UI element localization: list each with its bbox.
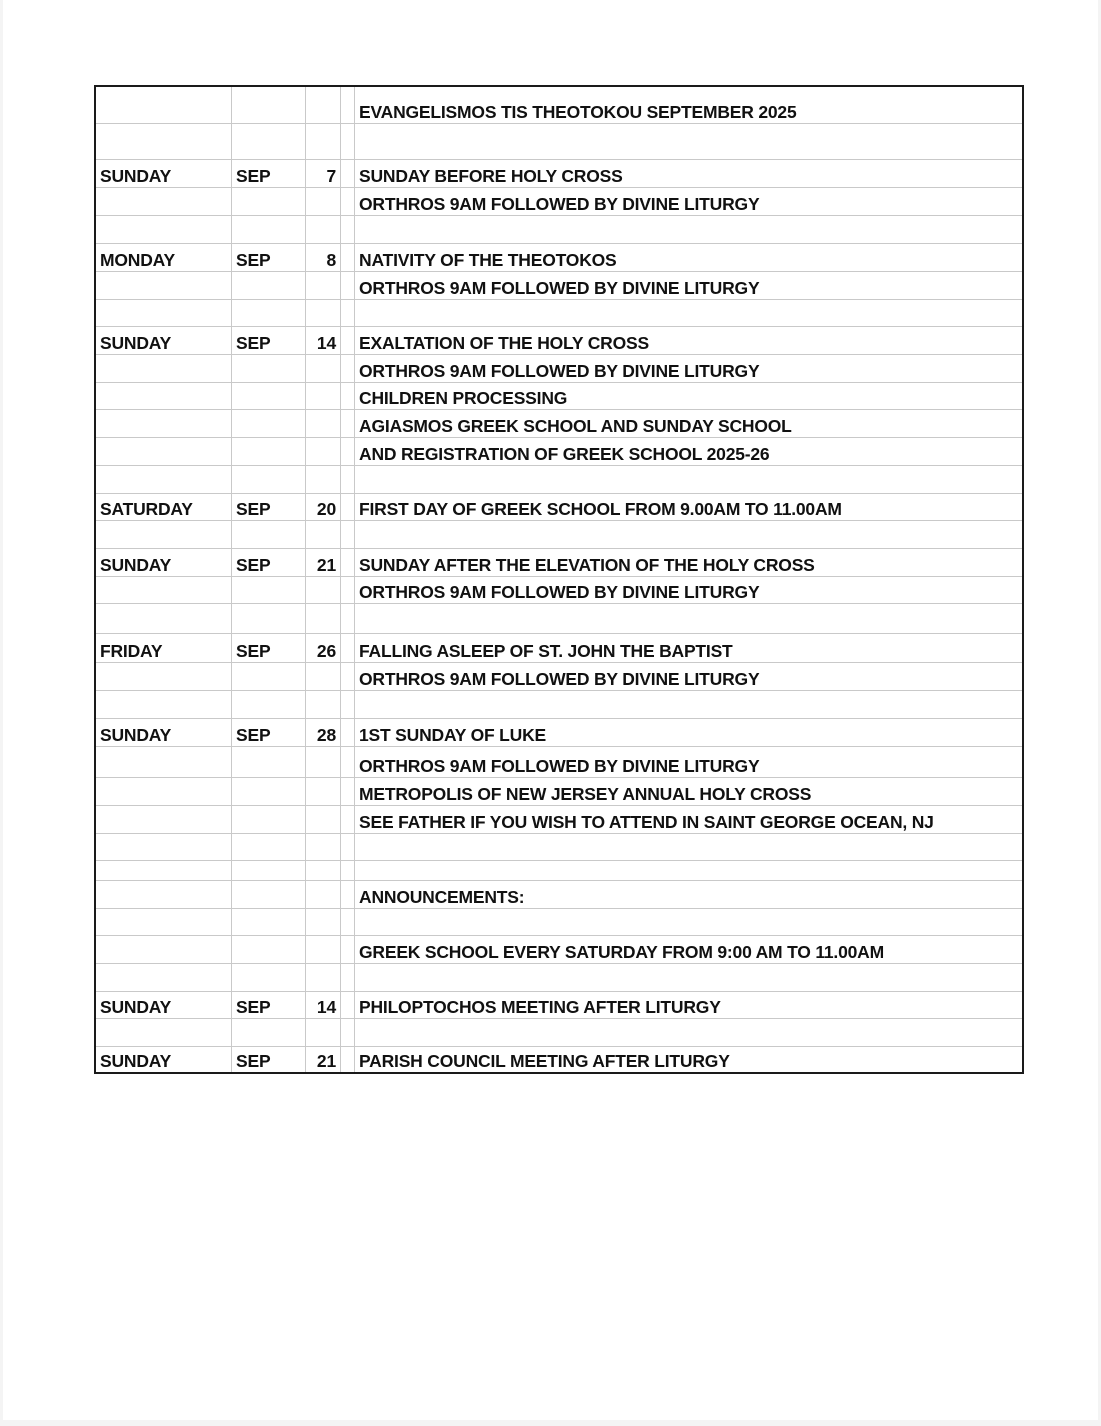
cell-event: ORTHROS 9AM FOLLOWED BY DIVINE LITURGY bbox=[355, 662, 1024, 690]
cell-date bbox=[306, 963, 341, 991]
cell-month: SEP bbox=[232, 159, 306, 187]
cell-spacer bbox=[341, 880, 355, 908]
blank-row bbox=[95, 908, 1023, 935]
cell-month bbox=[232, 603, 306, 633]
cell-event bbox=[355, 963, 1024, 991]
cell-date: 21 bbox=[306, 548, 341, 576]
cell-day bbox=[95, 662, 232, 690]
cell-spacer bbox=[341, 437, 355, 465]
cell-day bbox=[95, 86, 232, 123]
cell-event bbox=[355, 520, 1024, 548]
schedule-row bbox=[95, 382, 1023, 409]
cell-event: PARISH COUNCIL MEETING AFTER LITURGY bbox=[355, 1046, 1024, 1073]
cell-spacer bbox=[341, 746, 355, 777]
cell-date bbox=[306, 603, 341, 633]
cell-month bbox=[232, 465, 306, 493]
cell-month bbox=[232, 690, 306, 718]
cell-date: 28 bbox=[306, 718, 341, 746]
cell-day: MONDAY bbox=[95, 243, 232, 271]
cell-spacer bbox=[341, 633, 355, 662]
cell-day bbox=[95, 690, 232, 718]
cell-event: ORTHROS 9AM FOLLOWED BY DIVINE LITURGY bbox=[355, 576, 1024, 603]
schedule-row bbox=[95, 805, 1023, 833]
cell-date bbox=[306, 382, 341, 409]
cell-event bbox=[355, 603, 1024, 633]
page-title: EVANGELISMOS TIS THEOTOKOU SEPTEMBER 2025 bbox=[355, 86, 1024, 123]
cell-date bbox=[306, 908, 341, 935]
cell-spacer bbox=[341, 690, 355, 718]
cell-spacer bbox=[341, 833, 355, 860]
cell-date: 8 bbox=[306, 243, 341, 271]
cell-day bbox=[95, 299, 232, 326]
cell-event: NATIVITY OF THE THEOTOKOS bbox=[355, 243, 1024, 271]
cell-month bbox=[232, 437, 306, 465]
schedule-row bbox=[95, 777, 1023, 805]
cell-event: FALLING ASLEEP OF ST. JOHN THE BAPTIST bbox=[355, 633, 1024, 662]
cell-date bbox=[306, 746, 341, 777]
schedule-table bbox=[94, 85, 1024, 1074]
cell-event: SUNDAY AFTER THE ELEVATION OF THE HOLY CROSS bbox=[355, 548, 1024, 576]
cell-spacer bbox=[341, 159, 355, 187]
schedule-row bbox=[95, 493, 1023, 520]
cell-day bbox=[95, 354, 232, 382]
blank-row bbox=[95, 1018, 1023, 1046]
cell-date bbox=[306, 86, 341, 123]
cell-date bbox=[306, 299, 341, 326]
cell-event: CHILDREN PROCESSING bbox=[355, 382, 1024, 409]
cell-day: SUNDAY bbox=[95, 718, 232, 746]
cell-month bbox=[232, 805, 306, 833]
cell-event: EXALTATION OF THE HOLY CROSS bbox=[355, 326, 1024, 354]
schedule-row bbox=[95, 662, 1023, 690]
cell-date bbox=[306, 662, 341, 690]
cell-month bbox=[232, 299, 306, 326]
cell-day bbox=[95, 520, 232, 548]
cell-date bbox=[306, 1018, 341, 1046]
cell-event: SEE FATHER IF YOU WISH TO ATTEND IN SAINT GEORGE OCEAN, NJ bbox=[355, 805, 1024, 833]
cell-event bbox=[355, 123, 1024, 159]
cell-day bbox=[95, 271, 232, 299]
cell-day bbox=[95, 746, 232, 777]
cell-month bbox=[232, 746, 306, 777]
schedule-row bbox=[95, 991, 1023, 1018]
cell-spacer bbox=[341, 86, 355, 123]
cell-spacer bbox=[341, 123, 355, 159]
cell-date bbox=[306, 576, 341, 603]
cell-spacer bbox=[341, 299, 355, 326]
cell-spacer bbox=[341, 1046, 355, 1073]
cell-spacer bbox=[341, 271, 355, 299]
cell-event bbox=[355, 833, 1024, 860]
blank-row bbox=[95, 123, 1023, 159]
cell-month bbox=[232, 833, 306, 860]
schedule-row bbox=[95, 326, 1023, 354]
cell-day: SATURDAY bbox=[95, 493, 232, 520]
cell-month: SEP bbox=[232, 493, 306, 520]
cell-day: SUNDAY bbox=[95, 159, 232, 187]
cell-date: 21 bbox=[306, 1046, 341, 1073]
cell-event: 1ST SUNDAY OF LUKE bbox=[355, 718, 1024, 746]
cell-month: SEP bbox=[232, 326, 306, 354]
blank-row bbox=[95, 465, 1023, 493]
cell-day: SUNDAY bbox=[95, 548, 232, 576]
cell-event: METROPOLIS OF NEW JERSEY ANNUAL HOLY CROSS bbox=[355, 777, 1024, 805]
cell-date bbox=[306, 880, 341, 908]
blank-row bbox=[95, 299, 1023, 326]
cell-month bbox=[232, 215, 306, 243]
cell-spacer bbox=[341, 520, 355, 548]
cell-event: ORTHROS 9AM FOLLOWED BY DIVINE LITURGY bbox=[355, 187, 1024, 215]
cell-event bbox=[355, 860, 1024, 880]
cell-event bbox=[355, 908, 1024, 935]
cell-spacer bbox=[341, 603, 355, 633]
blank-row bbox=[95, 520, 1023, 548]
cell-event: ORTHROS 9AM FOLLOWED BY DIVINE LITURGY bbox=[355, 354, 1024, 382]
cell-date bbox=[306, 123, 341, 159]
cell-date bbox=[306, 215, 341, 243]
cell-day: SUNDAY bbox=[95, 326, 232, 354]
cell-month bbox=[232, 935, 306, 963]
schedule-row bbox=[95, 159, 1023, 187]
blank-row bbox=[95, 963, 1023, 991]
cell-date: 20 bbox=[306, 493, 341, 520]
cell-spacer bbox=[341, 662, 355, 690]
cell-spacer bbox=[341, 409, 355, 437]
cell-date: 14 bbox=[306, 326, 341, 354]
cell-month bbox=[232, 86, 306, 123]
schedule-row bbox=[95, 409, 1023, 437]
cell-spacer bbox=[341, 215, 355, 243]
cell-month: SEP bbox=[232, 1046, 306, 1073]
cell-day bbox=[95, 576, 232, 603]
cell-month: SEP bbox=[232, 991, 306, 1018]
cell-spacer bbox=[341, 576, 355, 603]
cell-spacer bbox=[341, 991, 355, 1018]
cell-day bbox=[95, 908, 232, 935]
cell-day bbox=[95, 382, 232, 409]
cell-month bbox=[232, 1018, 306, 1046]
schedule-row bbox=[95, 548, 1023, 576]
cell-day bbox=[95, 833, 232, 860]
cell-month bbox=[232, 382, 306, 409]
schedule-row bbox=[95, 437, 1023, 465]
cell-date bbox=[306, 409, 341, 437]
cell-month: SEP bbox=[232, 633, 306, 662]
title-row bbox=[95, 86, 1023, 123]
cell-month bbox=[232, 576, 306, 603]
cell-event bbox=[355, 299, 1024, 326]
cell-date bbox=[306, 271, 341, 299]
cell-month bbox=[232, 662, 306, 690]
cell-event: FIRST DAY OF GREEK SCHOOL FROM 9.00AM TO 11.00AM bbox=[355, 493, 1024, 520]
cell-day bbox=[95, 880, 232, 908]
cell-spacer bbox=[341, 908, 355, 935]
cell-day bbox=[95, 860, 232, 880]
cell-spacer bbox=[341, 548, 355, 576]
cell-event: SUNDAY BEFORE HOLY CROSS bbox=[355, 159, 1024, 187]
cell-spacer bbox=[341, 860, 355, 880]
cell-month bbox=[232, 354, 306, 382]
announcements-heading: ANNOUNCEMENTS: bbox=[355, 880, 1024, 908]
cell-date bbox=[306, 520, 341, 548]
cell-event: PHILOPTOCHOS MEETING AFTER LITURGY bbox=[355, 991, 1024, 1018]
document-page bbox=[3, 0, 1098, 1420]
cell-date: 26 bbox=[306, 633, 341, 662]
cell-date bbox=[306, 187, 341, 215]
cell-month: SEP bbox=[232, 718, 306, 746]
cell-day bbox=[95, 437, 232, 465]
cell-spacer bbox=[341, 243, 355, 271]
cell-spacer bbox=[341, 326, 355, 354]
cell-spacer bbox=[341, 963, 355, 991]
cell-spacer bbox=[341, 805, 355, 833]
cell-day bbox=[95, 935, 232, 963]
cell-date bbox=[306, 437, 341, 465]
cell-month bbox=[232, 880, 306, 908]
schedule-row bbox=[95, 633, 1023, 662]
cell-month bbox=[232, 123, 306, 159]
schedule-row bbox=[95, 243, 1023, 271]
cell-day bbox=[95, 187, 232, 215]
cell-spacer bbox=[341, 382, 355, 409]
cell-day: FRIDAY bbox=[95, 633, 232, 662]
cell-day: SUNDAY bbox=[95, 1046, 232, 1073]
cell-day bbox=[95, 1018, 232, 1046]
cell-date bbox=[306, 354, 341, 382]
cell-month bbox=[232, 777, 306, 805]
cell-day bbox=[95, 123, 232, 159]
cell-event bbox=[355, 215, 1024, 243]
cell-month: SEP bbox=[232, 243, 306, 271]
cell-month bbox=[232, 520, 306, 548]
cell-month bbox=[232, 409, 306, 437]
schedule-row bbox=[95, 1046, 1023, 1073]
cell-month bbox=[232, 187, 306, 215]
cell-date bbox=[306, 860, 341, 880]
cell-day: SUNDAY bbox=[95, 991, 232, 1018]
cell-month bbox=[232, 860, 306, 880]
cell-event bbox=[355, 1018, 1024, 1046]
cell-spacer bbox=[341, 187, 355, 215]
cell-spacer bbox=[341, 493, 355, 520]
cell-day bbox=[95, 777, 232, 805]
cell-date: 14 bbox=[306, 991, 341, 1018]
schedule-row bbox=[95, 576, 1023, 603]
cell-date bbox=[306, 777, 341, 805]
cell-month bbox=[232, 963, 306, 991]
cell-day bbox=[95, 603, 232, 633]
cell-event bbox=[355, 465, 1024, 493]
cell-day bbox=[95, 805, 232, 833]
blank-row bbox=[95, 215, 1023, 243]
cell-date bbox=[306, 805, 341, 833]
cell-day bbox=[95, 215, 232, 243]
cell-event bbox=[355, 690, 1024, 718]
schedule-row bbox=[95, 187, 1023, 215]
cell-date bbox=[306, 465, 341, 493]
cell-day bbox=[95, 465, 232, 493]
blank-row bbox=[95, 860, 1023, 880]
cell-date bbox=[306, 935, 341, 963]
cell-month bbox=[232, 271, 306, 299]
schedule-row bbox=[95, 880, 1023, 908]
cell-event: AGIASMOS GREEK SCHOOL AND SUNDAY SCHOOL bbox=[355, 409, 1024, 437]
blank-row bbox=[95, 833, 1023, 860]
schedule-row bbox=[95, 354, 1023, 382]
cell-date bbox=[306, 690, 341, 718]
schedule-row bbox=[95, 271, 1023, 299]
cell-spacer bbox=[341, 1018, 355, 1046]
cell-day bbox=[95, 963, 232, 991]
cell-spacer bbox=[341, 465, 355, 493]
cell-date bbox=[306, 833, 341, 860]
cell-event: ORTHROS 9AM FOLLOWED BY DIVINE LITURGY bbox=[355, 746, 1024, 777]
cell-event: GREEK SCHOOL EVERY SATURDAY FROM 9:00 AM TO 11.00AM bbox=[355, 935, 1024, 963]
schedule-row bbox=[95, 718, 1023, 746]
cell-event: ORTHROS 9AM FOLLOWED BY DIVINE LITURGY bbox=[355, 271, 1024, 299]
blank-row bbox=[95, 603, 1023, 633]
cell-spacer bbox=[341, 718, 355, 746]
schedule-row bbox=[95, 935, 1023, 963]
cell-month: SEP bbox=[232, 548, 306, 576]
schedule-row bbox=[95, 746, 1023, 777]
blank-row bbox=[95, 690, 1023, 718]
cell-spacer bbox=[341, 354, 355, 382]
cell-event: AND REGISTRATION OF GREEK SCHOOL 2025-26 bbox=[355, 437, 1024, 465]
cell-spacer bbox=[341, 935, 355, 963]
cell-day bbox=[95, 409, 232, 437]
cell-date: 7 bbox=[306, 159, 341, 187]
cell-spacer bbox=[341, 777, 355, 805]
cell-month bbox=[232, 908, 306, 935]
